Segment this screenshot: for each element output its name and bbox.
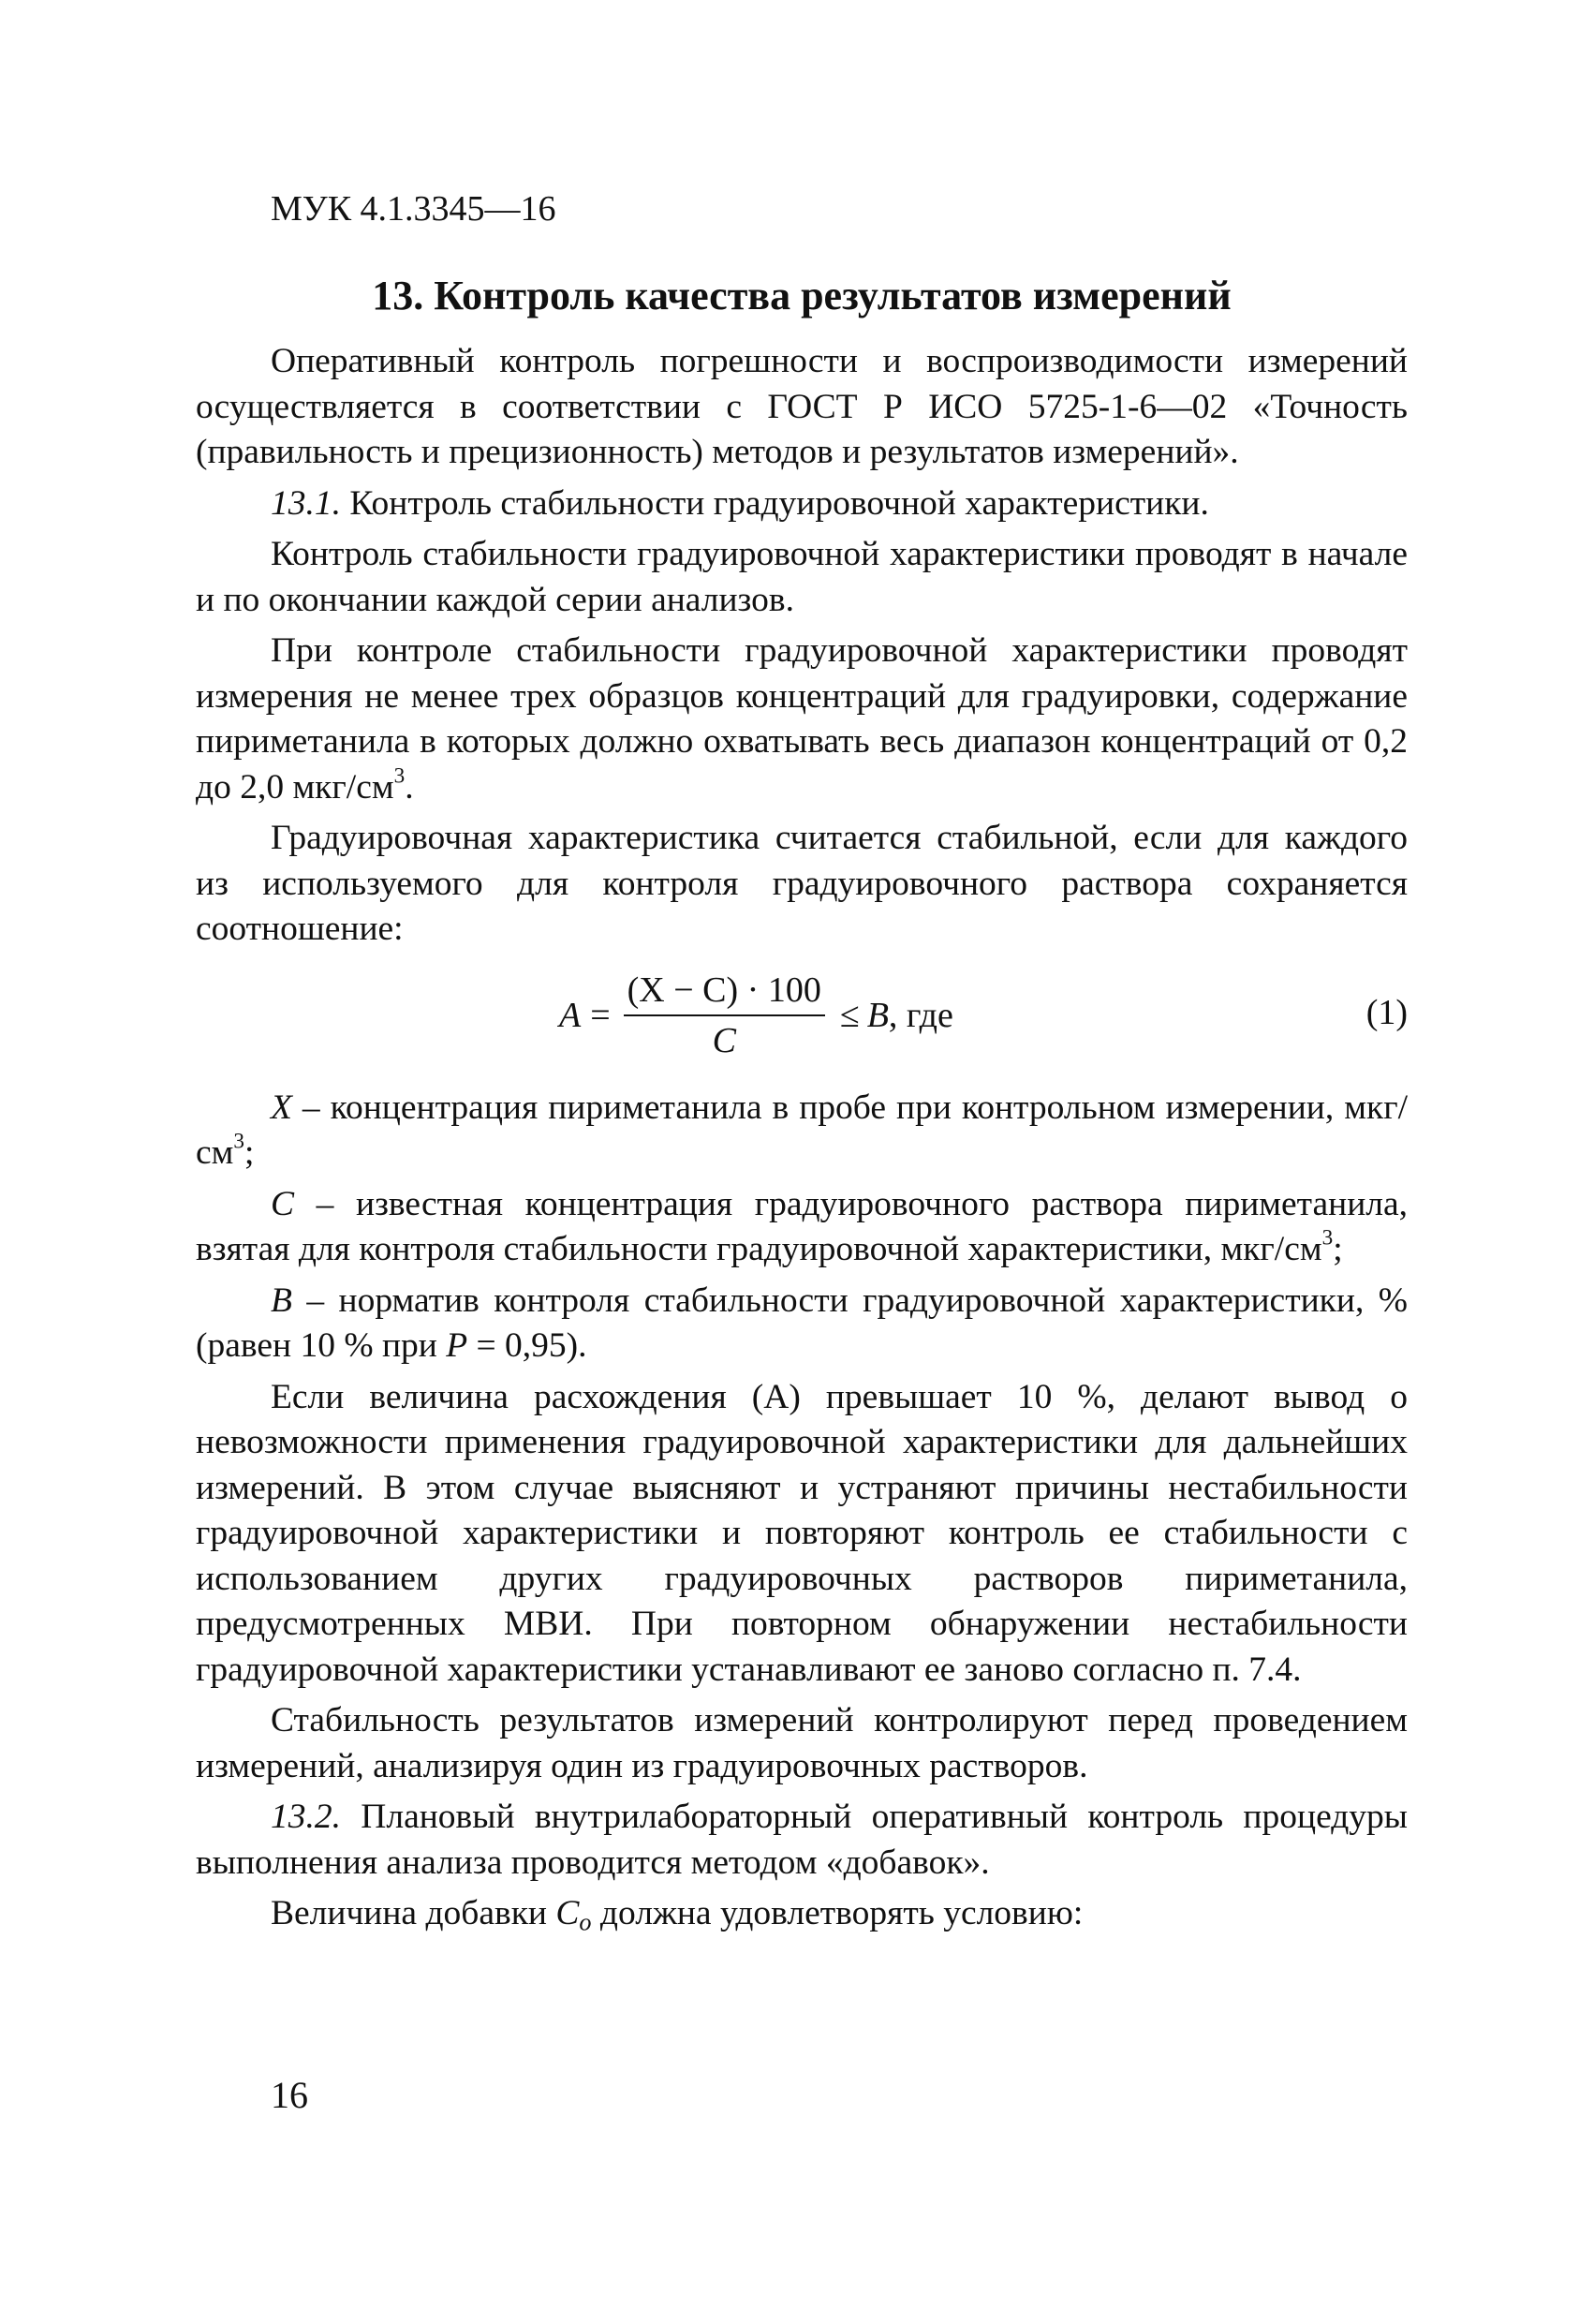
superscript: 3: [1321, 1225, 1334, 1251]
subscript: o: [579, 1908, 592, 1936]
definition-x: [196, 1086, 1408, 1177]
paragraph-stability-condition: Градуировочная характеристика считается стабильной, если для каждого из используемого для контроля градуировочного раствора сохраняется соотношение:: [196, 819, 1408, 948]
paragraph-13-2: [196, 1795, 1408, 1886]
page-number: 16: [271, 2074, 308, 2116]
subsection-number: 13.1.: [271, 483, 341, 523]
document-body: [196, 339, 1408, 1937]
paragraph-text-end: должна удовлетворять условию:: [591, 1894, 1084, 1932]
paragraph-intro: Оперативный контроль погрешности и воспроизводимости измерений осуществляется в соответствии с ГОСТ Р ИСО 5725-1-6—02 «Точность (правильность и прецизионность) методов и результатов измерений».: [196, 342, 1408, 471]
definition-text: – норматив контроля стабильности градуировочной характеристики, % (равен 10 % при: [196, 1280, 1408, 1365]
formula-less-equal: ≤: [839, 995, 860, 1035]
formula-1: [559, 970, 953, 1061]
paragraph-stability-check: Стабильность результатов измерений контролируют перед проведением измерений, анализируя один из градуировочных растворов.: [196, 1701, 1408, 1785]
formula-rhs: B: [866, 995, 889, 1035]
paragraph-control-timing: Контроль стабильности градуировочной характеристики проводят в начале и по окончании каждой серии анализов.: [196, 535, 1408, 619]
definition-end: = 0,95).: [467, 1326, 587, 1365]
formula-numerator: (X − C) · 100: [627, 970, 821, 1010]
formula-denominator: C: [712, 1020, 736, 1060]
formula-fraction: [624, 970, 825, 1061]
definition-text: – концентрация пириметанила в пробе при контрольном измерении, мкг/см: [196, 1088, 1408, 1172]
paragraph-additive: [196, 1891, 1408, 1937]
formula-row: [196, 962, 1408, 1074]
variable-x: X: [271, 1088, 292, 1127]
variable-c-o: [555, 1894, 592, 1936]
variable-b: B: [271, 1280, 292, 1320]
punctuation: .: [405, 767, 414, 807]
section-title: 13. Контроль качества результатов измерений: [372, 273, 1232, 318]
subsection-heading: Контроль стабильности градуировочной характеристики.: [341, 483, 1209, 523]
paragraph-control-method: [196, 629, 1408, 810]
superscript: 3: [233, 1129, 244, 1154]
superscript: 3: [393, 762, 406, 788]
punctuation: ;: [244, 1133, 255, 1172]
paragraph-text: Величина добавки: [271, 1894, 556, 1932]
subsection-number: 13.2.: [271, 1798, 341, 1836]
subsection-text: Плановый внутрилабораторный оперативный контроль процедуры выполнения анализа проводится методом «добавок».: [196, 1798, 1408, 1882]
variable-p: P: [446, 1326, 468, 1365]
document-code: МУК 4.1.3345—16: [271, 189, 556, 229]
definition-c: [196, 1182, 1408, 1273]
paragraph-text: При контроле стабильности градуировочной характеристики проводят измерения не менее трех образцов концентраций для градуировки, содержание пириметанила в которых должно охватывать весь диапазон концентраций от 0,2 до 2,0 мкг/см: [196, 631, 1408, 807]
paragraph-deviation: Если величина расхождения (А) превышает 10 %, делают вывод о невозможности применения градуировочной характеристики для дальнейших измерений. В этом случае выясняют и устраняют причины нестабильности градуировочной характеристики и повторяют контроль ее стабильности с использованием других градуировочных растворов пириметанила, предусмотренных МВИ. При повторном обнаружении нестабильности градуировочной характеристики устанавливают ее заново согласно п. 7.4.: [196, 1377, 1408, 1689]
formula-lhs: A: [559, 995, 582, 1035]
paragraph-13-1: [196, 481, 1408, 527]
punctuation: ;: [1333, 1230, 1343, 1268]
definition-b: [196, 1279, 1408, 1369]
variable-c: C: [271, 1184, 295, 1223]
formula-equals: =: [590, 995, 611, 1035]
formula-where: , где: [888, 995, 953, 1035]
equation-number: (1): [1365, 992, 1408, 1032]
variable-letter: C: [555, 1894, 580, 1932]
definition-text: – известная концентрация градуировочного раствора пириметанила, взятая для контроля стабильности градуировочной характеристики, мкг/см: [196, 1184, 1408, 1268]
